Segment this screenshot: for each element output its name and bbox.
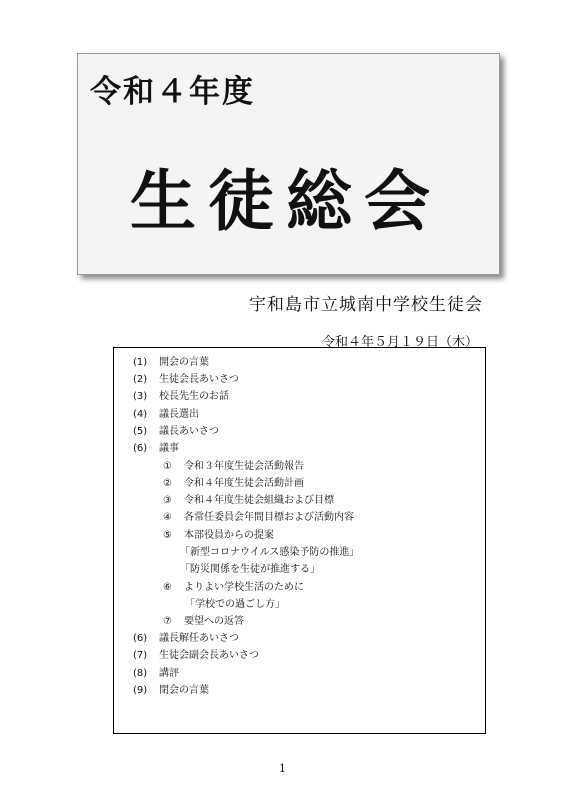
agenda-sub-item-text: 要望への返答 bbox=[184, 616, 244, 627]
fiscal-year-heading: 令和４年度 bbox=[90, 74, 255, 110]
title-box bbox=[77, 53, 500, 275]
agenda-proposal-text: 「学校での過ごし方」 bbox=[185, 599, 285, 610]
agenda-list bbox=[114, 348, 485, 733]
agenda-sub-item bbox=[163, 616, 244, 628]
agenda-proposal-line bbox=[180, 564, 320, 576]
meeting-date: 令和４年５月１９日（木） bbox=[322, 335, 479, 350]
agenda-sub-item-text: 令和３年度生徒会活動報告 bbox=[184, 461, 304, 472]
agenda-item bbox=[133, 374, 239, 386]
agenda-item bbox=[133, 443, 179, 455]
agenda-sub-item-number: ① bbox=[163, 461, 172, 472]
organization-name: 宇和島市立城南中学校生徒会 bbox=[249, 295, 483, 315]
agenda-sub-item-number: ② bbox=[163, 478, 172, 489]
agenda-item bbox=[133, 391, 229, 403]
agenda-item-text: 生徒会副会長あいさつ bbox=[159, 650, 259, 661]
agenda-sub-item bbox=[163, 512, 354, 524]
agenda-item bbox=[133, 357, 209, 369]
agenda-item-text: 議長解任あいさつ bbox=[159, 633, 239, 644]
agenda-item bbox=[133, 633, 239, 645]
agenda-sub-item-text: 令和４年度生徒会組織および目標 bbox=[184, 495, 334, 506]
agenda-sub-item-number: ③ bbox=[163, 495, 172, 506]
agenda-item-text: 校長先生のお話 bbox=[159, 391, 229, 402]
agenda-item-text: 議長あいさつ bbox=[159, 426, 219, 437]
agenda-item bbox=[133, 426, 219, 438]
agenda-sub-item-number: ⑥ bbox=[163, 582, 172, 593]
agenda-sub-item bbox=[163, 495, 334, 507]
agenda-item-number: (7) bbox=[133, 650, 148, 661]
agenda-item-text: 議事 bbox=[159, 443, 179, 454]
agenda-item-text: 議長選出 bbox=[159, 409, 199, 420]
agenda-item-text: 閉会の言葉 bbox=[159, 685, 209, 696]
agenda-sub-item-number: ⑤ bbox=[163, 530, 172, 541]
agenda-sub-item bbox=[163, 461, 304, 473]
agenda-proposal-line bbox=[185, 599, 285, 611]
page-number: 1 bbox=[279, 762, 286, 775]
agenda-item-number: (8) bbox=[133, 668, 148, 679]
agenda-proposal-line bbox=[180, 547, 359, 559]
agenda-item bbox=[133, 668, 179, 680]
agenda-sub-item-number: ④ bbox=[163, 512, 172, 523]
agenda-sub-item-number: ⑦ bbox=[163, 616, 172, 627]
agenda-item-number: (2) bbox=[133, 374, 148, 385]
agenda-item-text: 開会の言葉 bbox=[159, 357, 209, 368]
agenda-item-number: (1) bbox=[133, 357, 148, 368]
agenda-sub-item-text: 本部役員からの提案 bbox=[184, 530, 274, 541]
agenda-item-text: 講評 bbox=[159, 668, 179, 679]
agenda-proposal-text: 「防災関係を生徒が推進する」 bbox=[180, 564, 320, 575]
agenda-item bbox=[133, 409, 199, 421]
agenda-item-text: 生徒会長あいさつ bbox=[159, 374, 239, 385]
agenda-sub-item bbox=[163, 478, 304, 490]
agenda-item-number: (9) bbox=[133, 685, 148, 696]
agenda-item bbox=[133, 650, 259, 662]
agenda-sub-item-text: よりよい学校生活のために bbox=[184, 582, 304, 593]
agenda-box bbox=[113, 347, 486, 734]
agenda-sub-item-text: 各常任委員会年間目標および活動内容 bbox=[184, 512, 354, 523]
agenda-sub-item bbox=[163, 582, 304, 594]
agenda-item-number: (5) bbox=[133, 426, 148, 437]
agenda-sub-item-text: 令和４年度生徒会活動計画 bbox=[184, 478, 304, 489]
agenda-proposal-text: 「新型コロナウイルス感染予防の推進」 bbox=[180, 547, 360, 558]
agenda-item-number: (6) bbox=[133, 633, 148, 644]
agenda-item-number: (3) bbox=[133, 391, 148, 402]
agenda-item-number: (6) bbox=[133, 443, 148, 454]
agenda-item bbox=[133, 685, 209, 697]
document-title: 生徒総会 bbox=[130, 162, 442, 240]
agenda-sub-item bbox=[163, 530, 274, 542]
agenda-item-number: (4) bbox=[133, 409, 148, 420]
